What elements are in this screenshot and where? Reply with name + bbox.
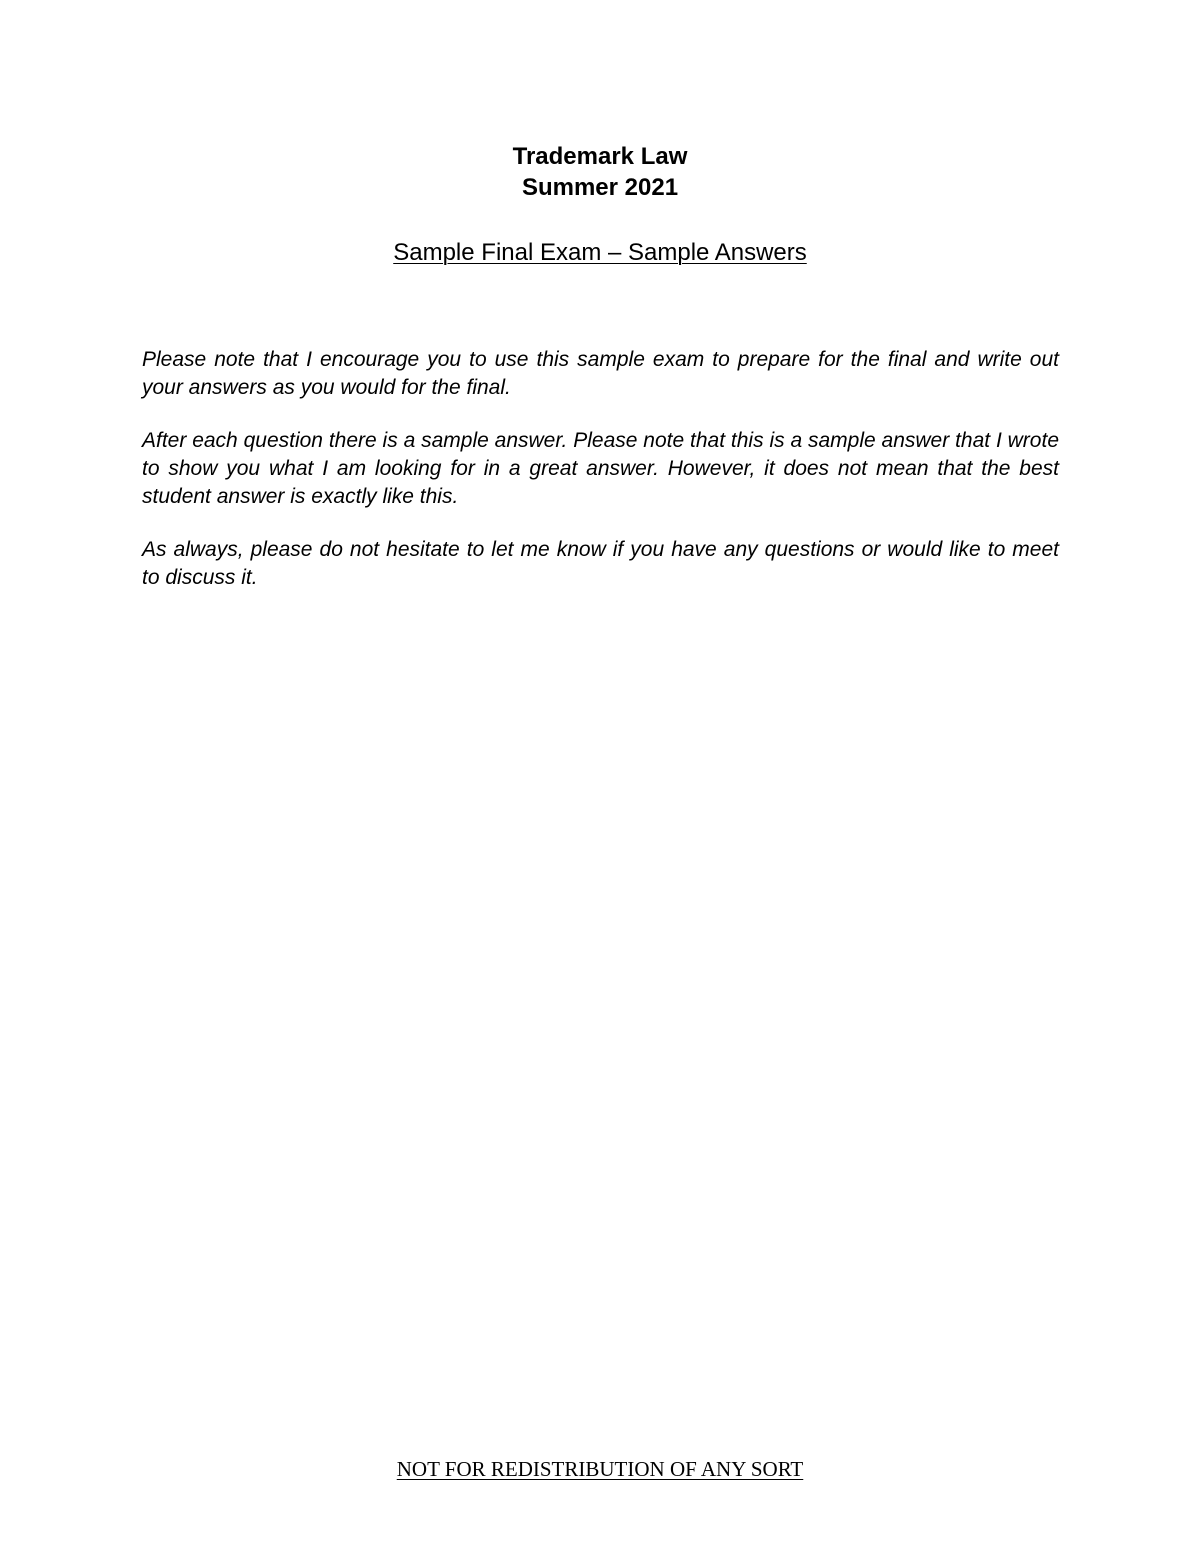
footer-notice: NOT FOR REDISTRIBUTION OF ANY SORT bbox=[396, 1457, 804, 1481]
intro-paragraph-3: As always, please do not hesitate to let me know if you have any questions or would like to meet to discuss it. bbox=[142, 538, 1059, 589]
intro-paragraph-1: Please note that I encourage you to use this sample exam to prepare for the final and write out your answers as you would for the final. bbox=[142, 348, 1059, 399]
document-title bbox=[0, 141, 1200, 203]
document-subtitle bbox=[0, 237, 1200, 268]
course-title: Trademark Law bbox=[512, 143, 688, 170]
term-title: Summer 2021 bbox=[521, 174, 679, 201]
subtitle-text: Sample Final Exam – Sample Answers bbox=[393, 239, 807, 266]
intro-paragraph-2: After each question there is a sample answer. Please note that this is a sample answer that I wrote to show you what I am looking for in a great answer. However, it does not mean that the best student answer is exactly like this. bbox=[142, 429, 1059, 508]
page-footer bbox=[0, 1455, 1200, 1483]
